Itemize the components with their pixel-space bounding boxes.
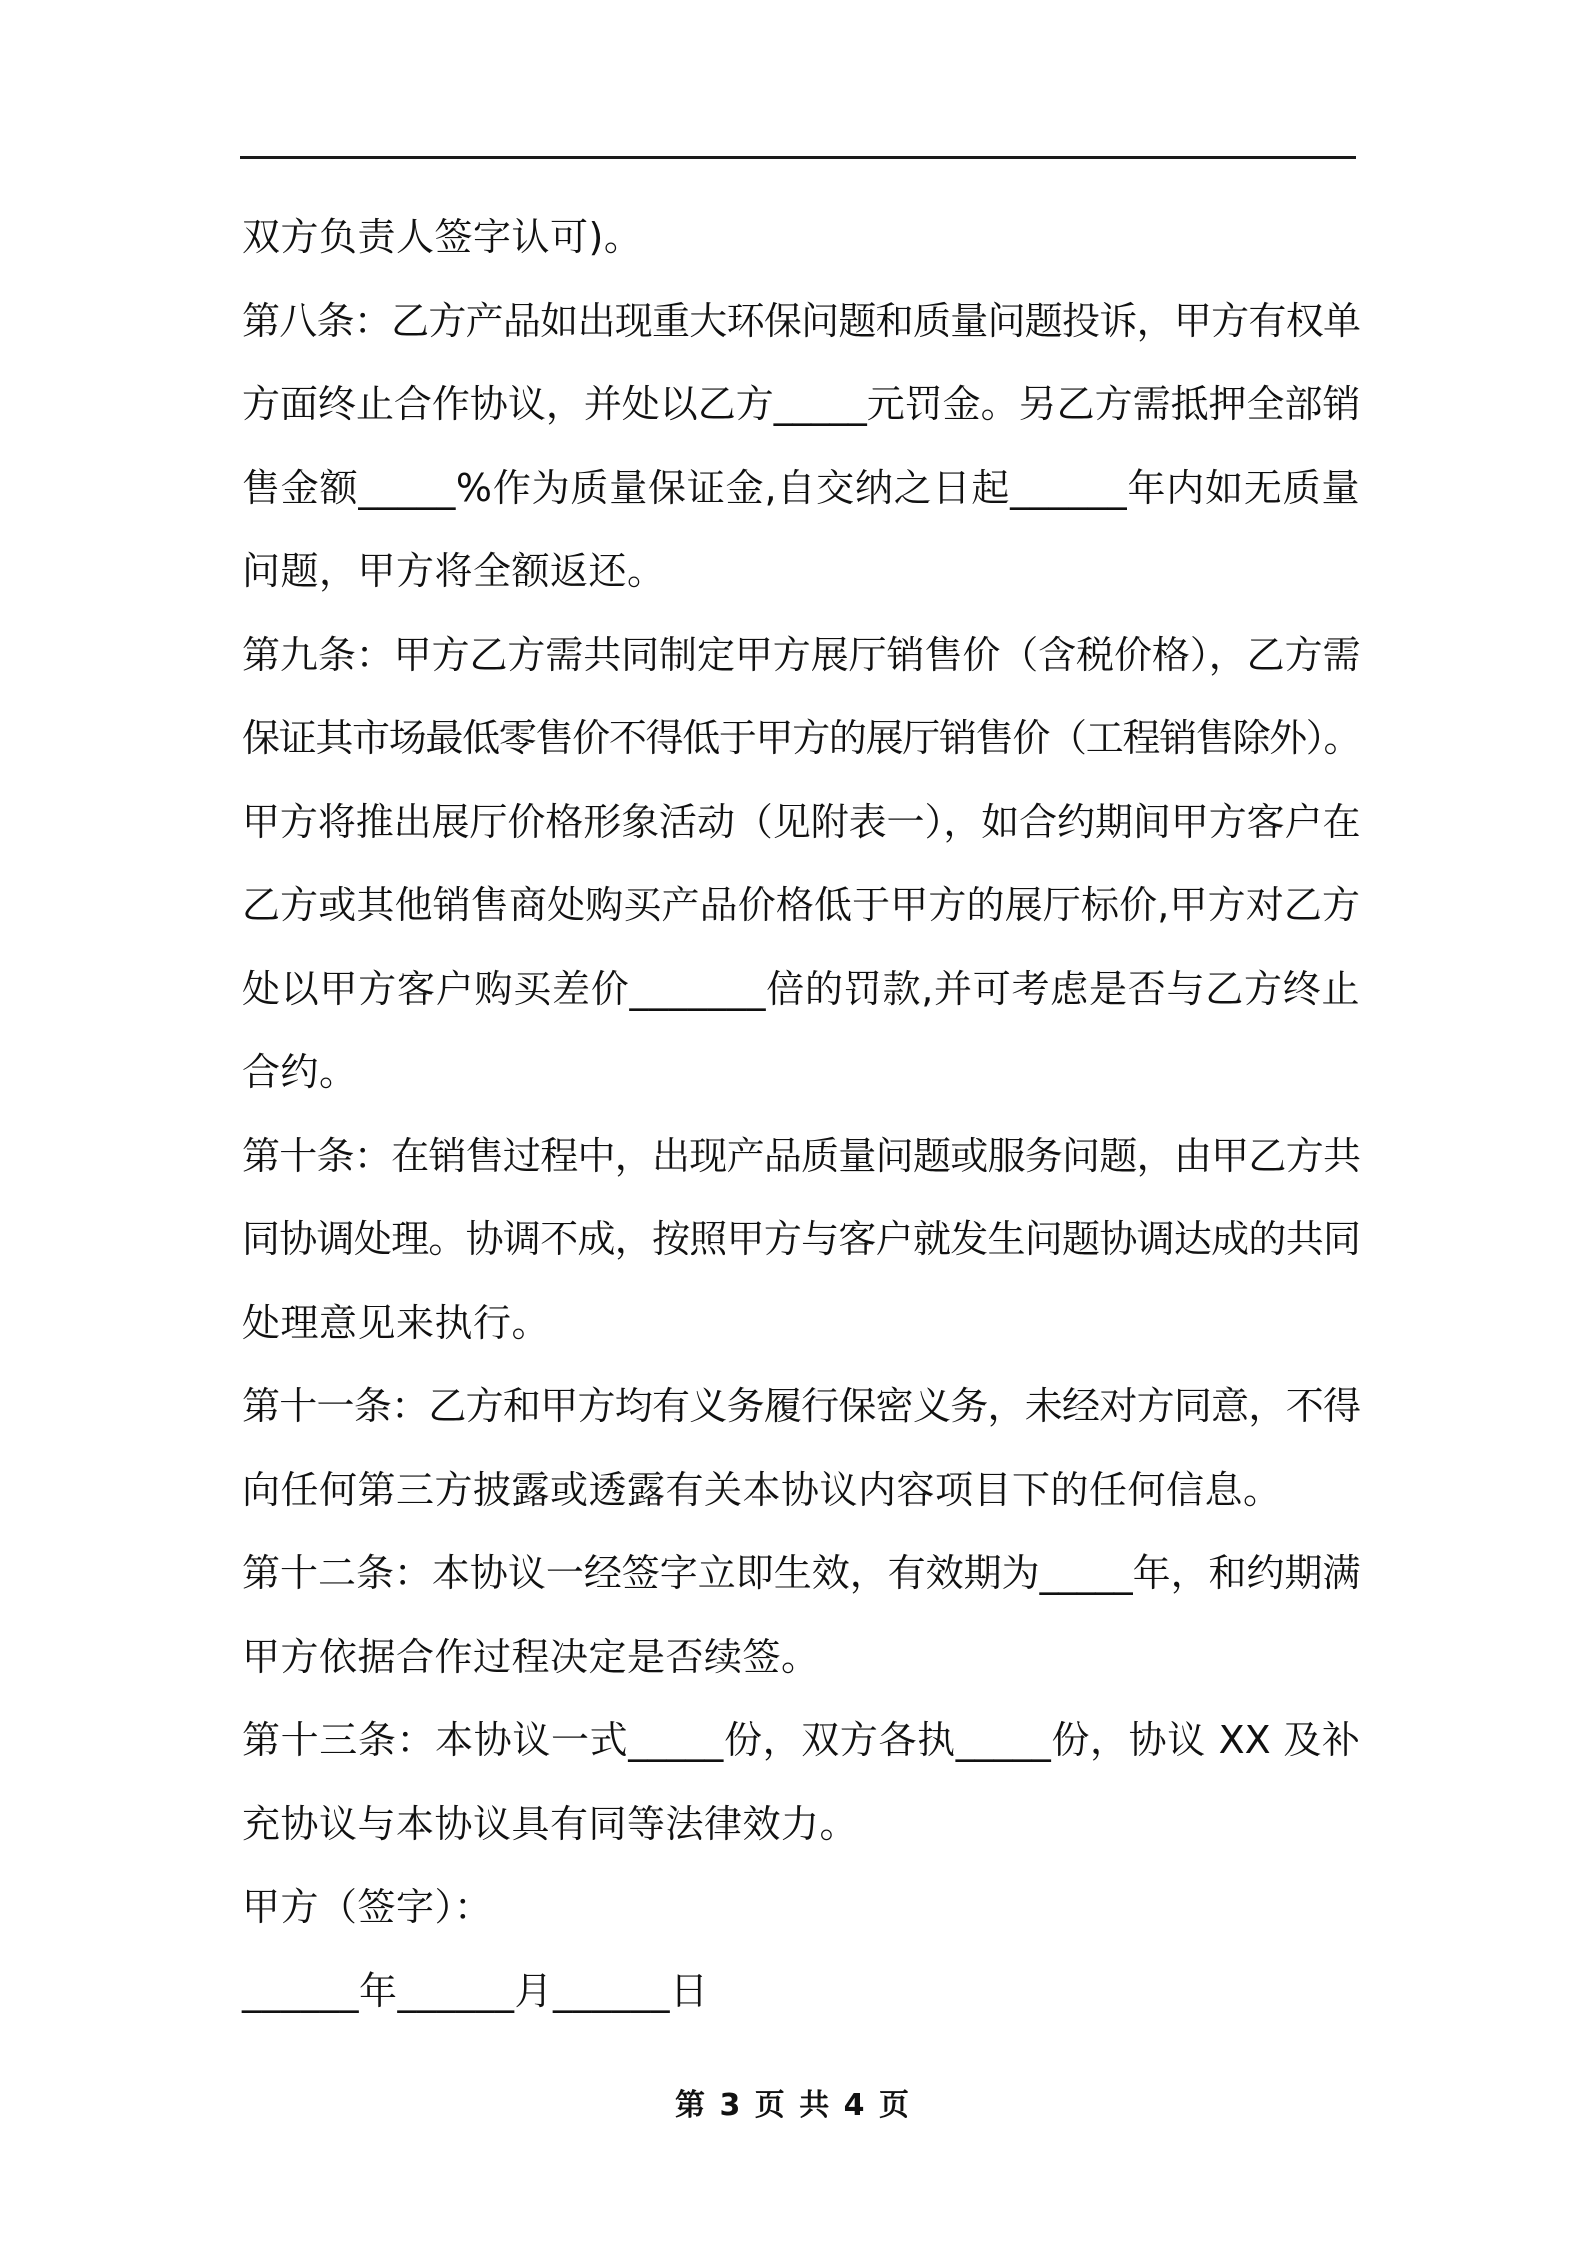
signature-label: 甲方（签字）： bbox=[242, 1885, 493, 1929]
text-line: 第十三条：本协议一式_____份，双方各执_____份，协议 XX 及补 bbox=[242, 1718, 1360, 1762]
text-line: 第九条：甲方乙方需共同制定甲方展厅销售价（含税价格），乙方需 bbox=[242, 632, 1360, 677]
text-line: 方面终止合作协议，并处以乙方_____元罚金。另乙方需抵押全部销 bbox=[242, 382, 1360, 426]
text-line: 乙方或其他销售商处购买产品价格低于甲方的展厅标价,甲方对乙方 bbox=[242, 883, 1360, 927]
text-line: 充协议与本协议具有同等法律效力。 bbox=[242, 1801, 859, 1846]
text-line: 合约。 bbox=[242, 1050, 358, 1094]
contract-body bbox=[242, 196, 1360, 2033]
text-line: 处理意见来执行。 bbox=[242, 1300, 551, 1345]
text-line: 问题，甲方将全额返还。 bbox=[242, 549, 666, 593]
text-line: 处以甲方客户购买差价_______倍的罚款,并可考虑是否与乙方终止 bbox=[242, 966, 1360, 1011]
text-line: 第十二条：本协议一经签字立即生效，有效期为_____年，和约期满 bbox=[242, 1551, 1360, 1595]
date-line: ______年______月______日 bbox=[242, 1968, 709, 2013]
text-line: 第八条：乙方产品如出现重大环保问题和质量问题投诉，甲方有权单 bbox=[242, 298, 1360, 343]
text-line: 第十一条：乙方和甲方均有义务履行保密义务，未经对方同意，不得 bbox=[242, 1384, 1360, 1428]
text-line: 甲方将推出展厅价格形象活动（见附表一），如合约期间甲方客户在 bbox=[242, 799, 1360, 844]
text-line: 向任何第三方披露或透露有关本协议内容项目下的任何信息。 bbox=[242, 1467, 1282, 1512]
text-line: 甲方依据合作过程决定是否续签。 bbox=[242, 1634, 820, 1679]
text-line: 保证其市场最低零售价不得低于甲方的展厅销售价（工程销售除外）。 bbox=[242, 716, 1360, 760]
header-rule bbox=[240, 156, 1356, 159]
text-line: 双方负责人签字认可)。 bbox=[242, 215, 643, 259]
text-line: 第十条：在销售过程中，出现产品质量问题或服务问题，由甲乙方共 bbox=[242, 1133, 1360, 1178]
text-line: 售金额_____%作为质量保证金,自交纳之日起______年内如无质量 bbox=[242, 465, 1360, 510]
page-number: 第 3 页 共 4 页 bbox=[675, 2088, 911, 2123]
text-line: 同协调处理。协调不成，按照甲方与客户就发生问题协调达成的共同 bbox=[242, 1217, 1360, 1261]
